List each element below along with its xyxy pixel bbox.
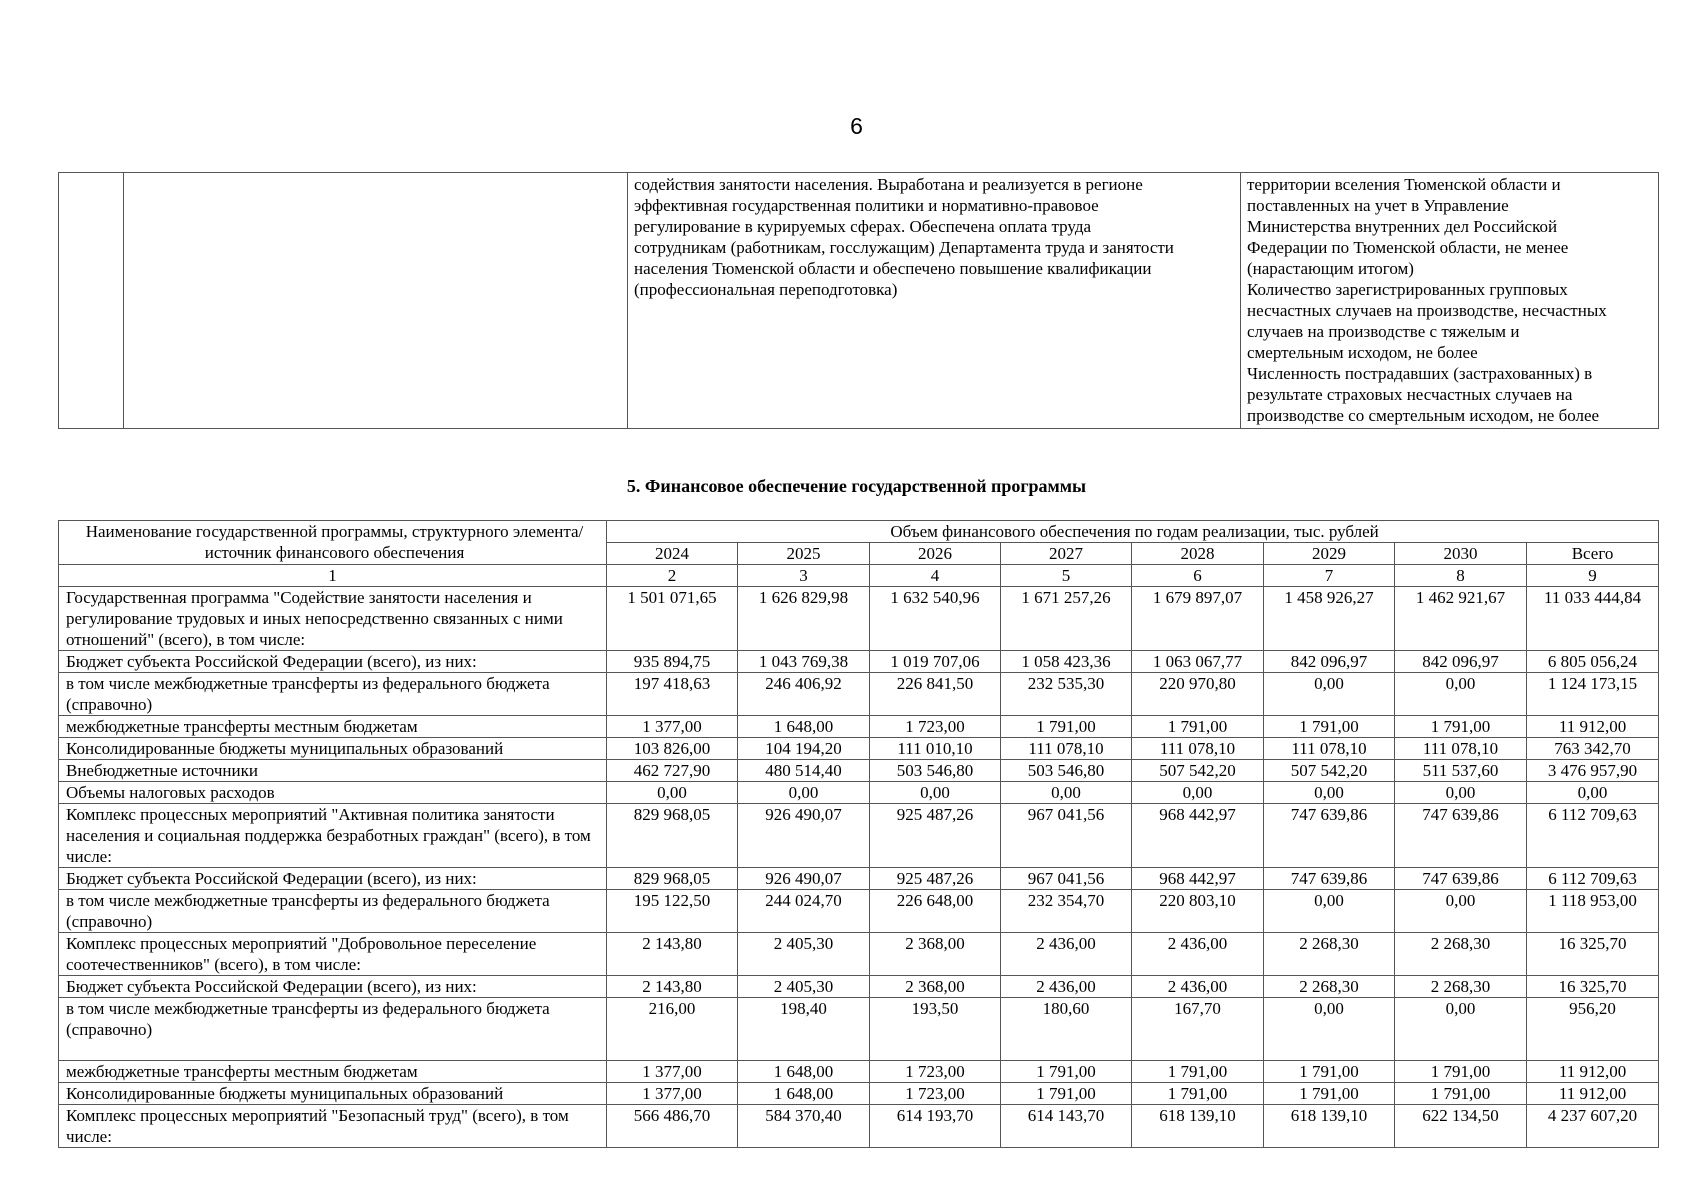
value-cell: 1 648,00 [738,1061,870,1083]
value-cell: 6 112 709,63 [1527,868,1659,890]
value-cell: 195 122,50 [607,890,738,933]
value-cell: 1 791,00 [1001,716,1132,738]
value-cell: 6 112 709,63 [1527,804,1659,868]
header-volume-cell: Объем финансового обеспечения по годам реализации, тыс. рублей [607,521,1659,543]
row-name-cell: межбюджетные трансферты местным бюджетам [59,1061,607,1083]
value-cell: 3 476 957,90 [1527,760,1659,782]
value-cell: 1 791,00 [1001,1083,1132,1105]
carryover-cell-2 [124,173,628,429]
value-cell: 618 139,10 [1264,1105,1395,1148]
row-name-cell: Бюджет субъекта Российской Федерации (всего), из них: [59,976,607,998]
row-name-cell: в том числе межбюджетные трансферты из федерального бюджета (справочно) [59,673,607,716]
value-cell: 763 342,70 [1527,738,1659,760]
value-cell: 925 487,26 [870,804,1001,868]
year-header-cell: 2029 [1264,543,1395,565]
value-cell: 11 033 444,84 [1527,587,1659,651]
text-line: Численность пострадавших (застрахованных) в [1247,364,1593,383]
value-cell: 1 063 067,77 [1132,651,1264,673]
value-cell: 2 405,30 [738,976,870,998]
text-line: населения Тюменской области и обеспечено повышение квалификации [634,259,1152,278]
text-line: производстве со смертельным исходом, не более [1247,406,1600,425]
value-cell: 111 010,10 [870,738,1001,760]
text-line: (нарастающим итогом) [1247,259,1414,278]
text-line: сотрудникам (работникам, госслужащим) Департамента труда и занятости [634,238,1174,257]
value-cell: 968 442,97 [1132,804,1264,868]
table-row [59,976,1659,998]
value-cell: 1 791,00 [1395,716,1527,738]
value-cell: 232 535,30 [1001,673,1132,716]
table-row [59,716,1659,738]
value-cell: 2 436,00 [1132,933,1264,976]
text-line: результате страховых несчастных случаев на [1247,385,1573,404]
finance-table-body [59,521,1659,1148]
value-cell: 925 487,26 [870,868,1001,890]
carryover-cell-1 [59,173,124,429]
value-cell: 747 639,86 [1264,868,1395,890]
value-cell: 111 078,10 [1001,738,1132,760]
table-row [59,760,1659,782]
value-cell: 1 791,00 [1264,716,1395,738]
value-cell: 111 078,10 [1395,738,1527,760]
table-row [59,998,1659,1061]
value-cell: 829 968,05 [607,868,738,890]
value-cell: 829 968,05 [607,804,738,868]
value-cell: 0,00 [738,782,870,804]
value-cell: 2 268,30 [1264,976,1395,998]
value-cell: 1 019 707,06 [870,651,1001,673]
value-cell: 0,00 [1132,782,1264,804]
value-cell: 0,00 [1264,998,1395,1061]
row-name-cell: Комплекс процессных мероприятий "Безопасный труд" (всего), в том числе: [59,1105,607,1148]
value-cell: 1 791,00 [1132,1061,1264,1083]
value-cell: 2 405,30 [738,933,870,976]
row-name-cell: Бюджет субъекта Российской Федерации (всего), из них: [59,651,607,673]
header-row [59,521,1659,543]
table-row [59,1083,1659,1105]
value-cell: 1 058 423,36 [1001,651,1132,673]
value-cell: 1 124 173,15 [1527,673,1659,716]
carryover-row [59,173,1659,429]
value-cell: 967 041,56 [1001,804,1132,868]
value-cell: 167,70 [1132,998,1264,1061]
value-cell: 0,00 [1395,673,1527,716]
value-cell: 614 193,70 [870,1105,1001,1148]
row-name-cell: в том числе межбюджетные трансферты из федерального бюджета (справочно) [59,998,607,1061]
value-cell: 0,00 [1395,998,1527,1061]
value-cell: 1 791,00 [1264,1061,1395,1083]
value-cell: 0,00 [1395,890,1527,933]
year-header-cell: 2026 [870,543,1001,565]
year-header-cell: 2025 [738,543,870,565]
value-cell: 1 462 921,67 [1395,587,1527,651]
text-line: случаев на производстве с тяжелым и [1247,322,1520,341]
value-cell: 1 377,00 [607,1083,738,1105]
value-cell: 2 268,30 [1395,976,1527,998]
value-cell: 584 370,40 [738,1105,870,1148]
value-cell: 226 841,50 [870,673,1001,716]
table-row [59,1105,1659,1148]
value-cell: 1 791,00 [1264,1083,1395,1105]
column-number-cell: 8 [1395,565,1527,587]
carryover-result-text [628,173,1241,429]
year-header-cell: 2028 [1132,543,1264,565]
value-cell: 618 139,10 [1132,1105,1264,1148]
text-line: содействия занятости населения. Выработана и реализуется в регионе [634,175,1143,194]
value-cell: 16 325,70 [1527,976,1659,998]
value-cell: 956,20 [1527,998,1659,1061]
value-cell: 1 791,00 [1001,1061,1132,1083]
year-header-cell: 2030 [1395,543,1527,565]
value-cell: 503 546,80 [870,760,1001,782]
value-cell: 180,60 [1001,998,1132,1061]
row-name-cell: Консолидированные бюджеты муниципальных образований [59,738,607,760]
value-cell: 0,00 [1264,673,1395,716]
value-cell: 926 490,07 [738,868,870,890]
value-cell: 842 096,97 [1395,651,1527,673]
table-row [59,738,1659,760]
text-line: регулирование в курируемых сферах. Обеспечена оплата труда [634,217,1092,236]
value-cell: 1 377,00 [607,716,738,738]
value-cell: 614 143,70 [1001,1105,1132,1148]
table-row [59,804,1659,868]
table-row [59,868,1659,890]
value-cell: 1 671 257,26 [1001,587,1132,651]
value-cell: 232 354,70 [1001,890,1132,933]
table-row [59,933,1659,976]
header-name-cell: Наименование государственной программы, структурного элемента/источник финансового обеспечения [59,521,607,565]
value-cell: 1 791,00 [1395,1083,1527,1105]
value-cell: 193,50 [870,998,1001,1061]
row-name-cell: Внебюджетные источники [59,760,607,782]
value-cell: 11 912,00 [1527,716,1659,738]
value-cell: 1 791,00 [1395,1061,1527,1083]
text-line: несчастных случаев на производстве, несчастных [1247,301,1607,320]
value-cell: 1 723,00 [870,1083,1001,1105]
carryover-indicator-text [1241,173,1659,429]
value-cell: 507 542,20 [1264,760,1395,782]
table-row [59,651,1659,673]
page-number: 6 [850,113,863,139]
text-line: Федерации по Тюменской области, не менее [1247,238,1569,257]
value-cell: 747 639,86 [1395,804,1527,868]
row-name-cell: Комплекс процессных мероприятий "Добровольное переселение соотечественников" (всего), в том числе: [59,933,607,976]
table-row [59,673,1659,716]
row-name-cell: Бюджет субъекта Российской Федерации (всего), из них: [59,868,607,890]
value-cell: 622 134,50 [1395,1105,1527,1148]
value-cell: 104 194,20 [738,738,870,760]
finance-table [58,520,1659,1148]
value-cell: 0,00 [1395,782,1527,804]
row-name-cell: Объемы налоговых расходов [59,782,607,804]
text-line: Количество зарегистрированных групповых [1247,280,1568,299]
year-header-cell: 2024 [607,543,738,565]
value-cell: 6 805 056,24 [1527,651,1659,673]
row-name-cell: в том числе межбюджетные трансферты из федерального бюджета (справочно) [59,890,607,933]
value-cell: 503 546,80 [1001,760,1132,782]
value-cell: 226 648,00 [870,890,1001,933]
value-cell: 198,40 [738,998,870,1061]
carryover-table [58,172,1659,429]
text-line: Министерства внутренних дел Российской [1247,217,1558,236]
column-number-cell: 4 [870,565,1001,587]
value-cell: 462 727,90 [607,760,738,782]
table-row [59,782,1659,804]
year-header-cell: 2027 [1001,543,1132,565]
value-cell: 244 024,70 [738,890,870,933]
value-cell: 1 626 829,98 [738,587,870,651]
value-cell: 1 648,00 [738,716,870,738]
value-cell: 11 912,00 [1527,1061,1659,1083]
value-cell: 111 078,10 [1264,738,1395,760]
value-cell: 1 791,00 [1132,1083,1264,1105]
value-cell: 0,00 [1527,782,1659,804]
row-name-cell: межбюджетные трансферты местным бюджетам [59,716,607,738]
value-cell: 511 537,60 [1395,760,1527,782]
value-cell: 2 436,00 [1001,976,1132,998]
value-cell: 507 542,20 [1132,760,1264,782]
text-line: (профессиональная переподготовка) [634,280,898,299]
value-cell: 747 639,86 [1395,868,1527,890]
value-cell: 111 078,10 [1132,738,1264,760]
value-cell: 103 826,00 [607,738,738,760]
value-cell: 0,00 [1001,782,1132,804]
value-cell: 216,00 [607,998,738,1061]
column-number-cell: 3 [738,565,870,587]
section-title: 5. Финансовое обеспечение государственной программы [626,476,1087,496]
value-cell: 1 679 897,07 [1132,587,1264,651]
value-cell: 2 368,00 [870,976,1001,998]
text-line: поставленных на учет в Управление [1247,196,1509,215]
value-cell: 935 894,75 [607,651,738,673]
value-cell: 1 632 540,96 [870,587,1001,651]
value-cell: 1 043 769,38 [738,651,870,673]
value-cell: 2 143,80 [607,933,738,976]
value-cell: 1 791,00 [1132,716,1264,738]
text-line: эффективная государственная политики и нормативно-правовое [634,196,1099,215]
value-cell: 967 041,56 [1001,868,1132,890]
value-cell: 1 648,00 [738,1083,870,1105]
value-cell: 0,00 [607,782,738,804]
value-cell: 1 458 926,27 [1264,587,1395,651]
value-cell: 11 912,00 [1527,1083,1659,1105]
row-name-cell: Комплекс процессных мероприятий "Активная политика занятости населения и социальная поддержка безработных граждан" (всего), в том числе: [59,804,607,868]
value-cell: 0,00 [1264,782,1395,804]
row-name-cell: Консолидированные бюджеты муниципальных образований [59,1083,607,1105]
value-cell: 246 406,92 [738,673,870,716]
text-line: смертельным исходом, не более [1247,343,1478,362]
column-number-row [59,565,1659,587]
column-number-cell: 9 [1527,565,1659,587]
value-cell: 842 096,97 [1264,651,1395,673]
value-cell: 926 490,07 [738,804,870,868]
value-cell: 2 143,80 [607,976,738,998]
year-header-cell: Всего [1527,543,1659,565]
value-cell: 747 639,86 [1264,804,1395,868]
value-cell: 220 803,10 [1132,890,1264,933]
value-cell: 968 442,97 [1132,868,1264,890]
value-cell: 1 377,00 [607,1061,738,1083]
column-number-cell: 6 [1132,565,1264,587]
value-cell: 1 723,00 [870,1061,1001,1083]
value-cell: 1 723,00 [870,716,1001,738]
value-cell: 0,00 [1264,890,1395,933]
row-name-cell: Государственная программа "Содействие занятости населения и регулирование трудовых и иных непосредственно связанных с ними отношений" (всего), в том числе: [59,587,607,651]
value-cell: 1 501 071,65 [607,587,738,651]
value-cell: 220 970,80 [1132,673,1264,716]
value-cell: 16 325,70 [1527,933,1659,976]
value-cell: 2 368,00 [870,933,1001,976]
value-cell: 2 436,00 [1132,976,1264,998]
table-row [59,890,1659,933]
value-cell: 2 268,30 [1264,933,1395,976]
value-cell: 480 514,40 [738,760,870,782]
column-number-cell: 2 [607,565,738,587]
column-number-cell: 5 [1001,565,1132,587]
value-cell: 1 118 953,00 [1527,890,1659,933]
value-cell: 2 268,30 [1395,933,1527,976]
value-cell: 4 237 607,20 [1527,1105,1659,1148]
table-row [59,1061,1659,1083]
value-cell: 197 418,63 [607,673,738,716]
column-number-cell: 1 [59,565,607,587]
text-line: территории вселения Тюменской области и [1247,175,1561,194]
value-cell: 566 486,70 [607,1105,738,1148]
value-cell: 2 436,00 [1001,933,1132,976]
table-row [59,587,1659,651]
column-number-cell: 7 [1264,565,1395,587]
value-cell: 0,00 [870,782,1001,804]
